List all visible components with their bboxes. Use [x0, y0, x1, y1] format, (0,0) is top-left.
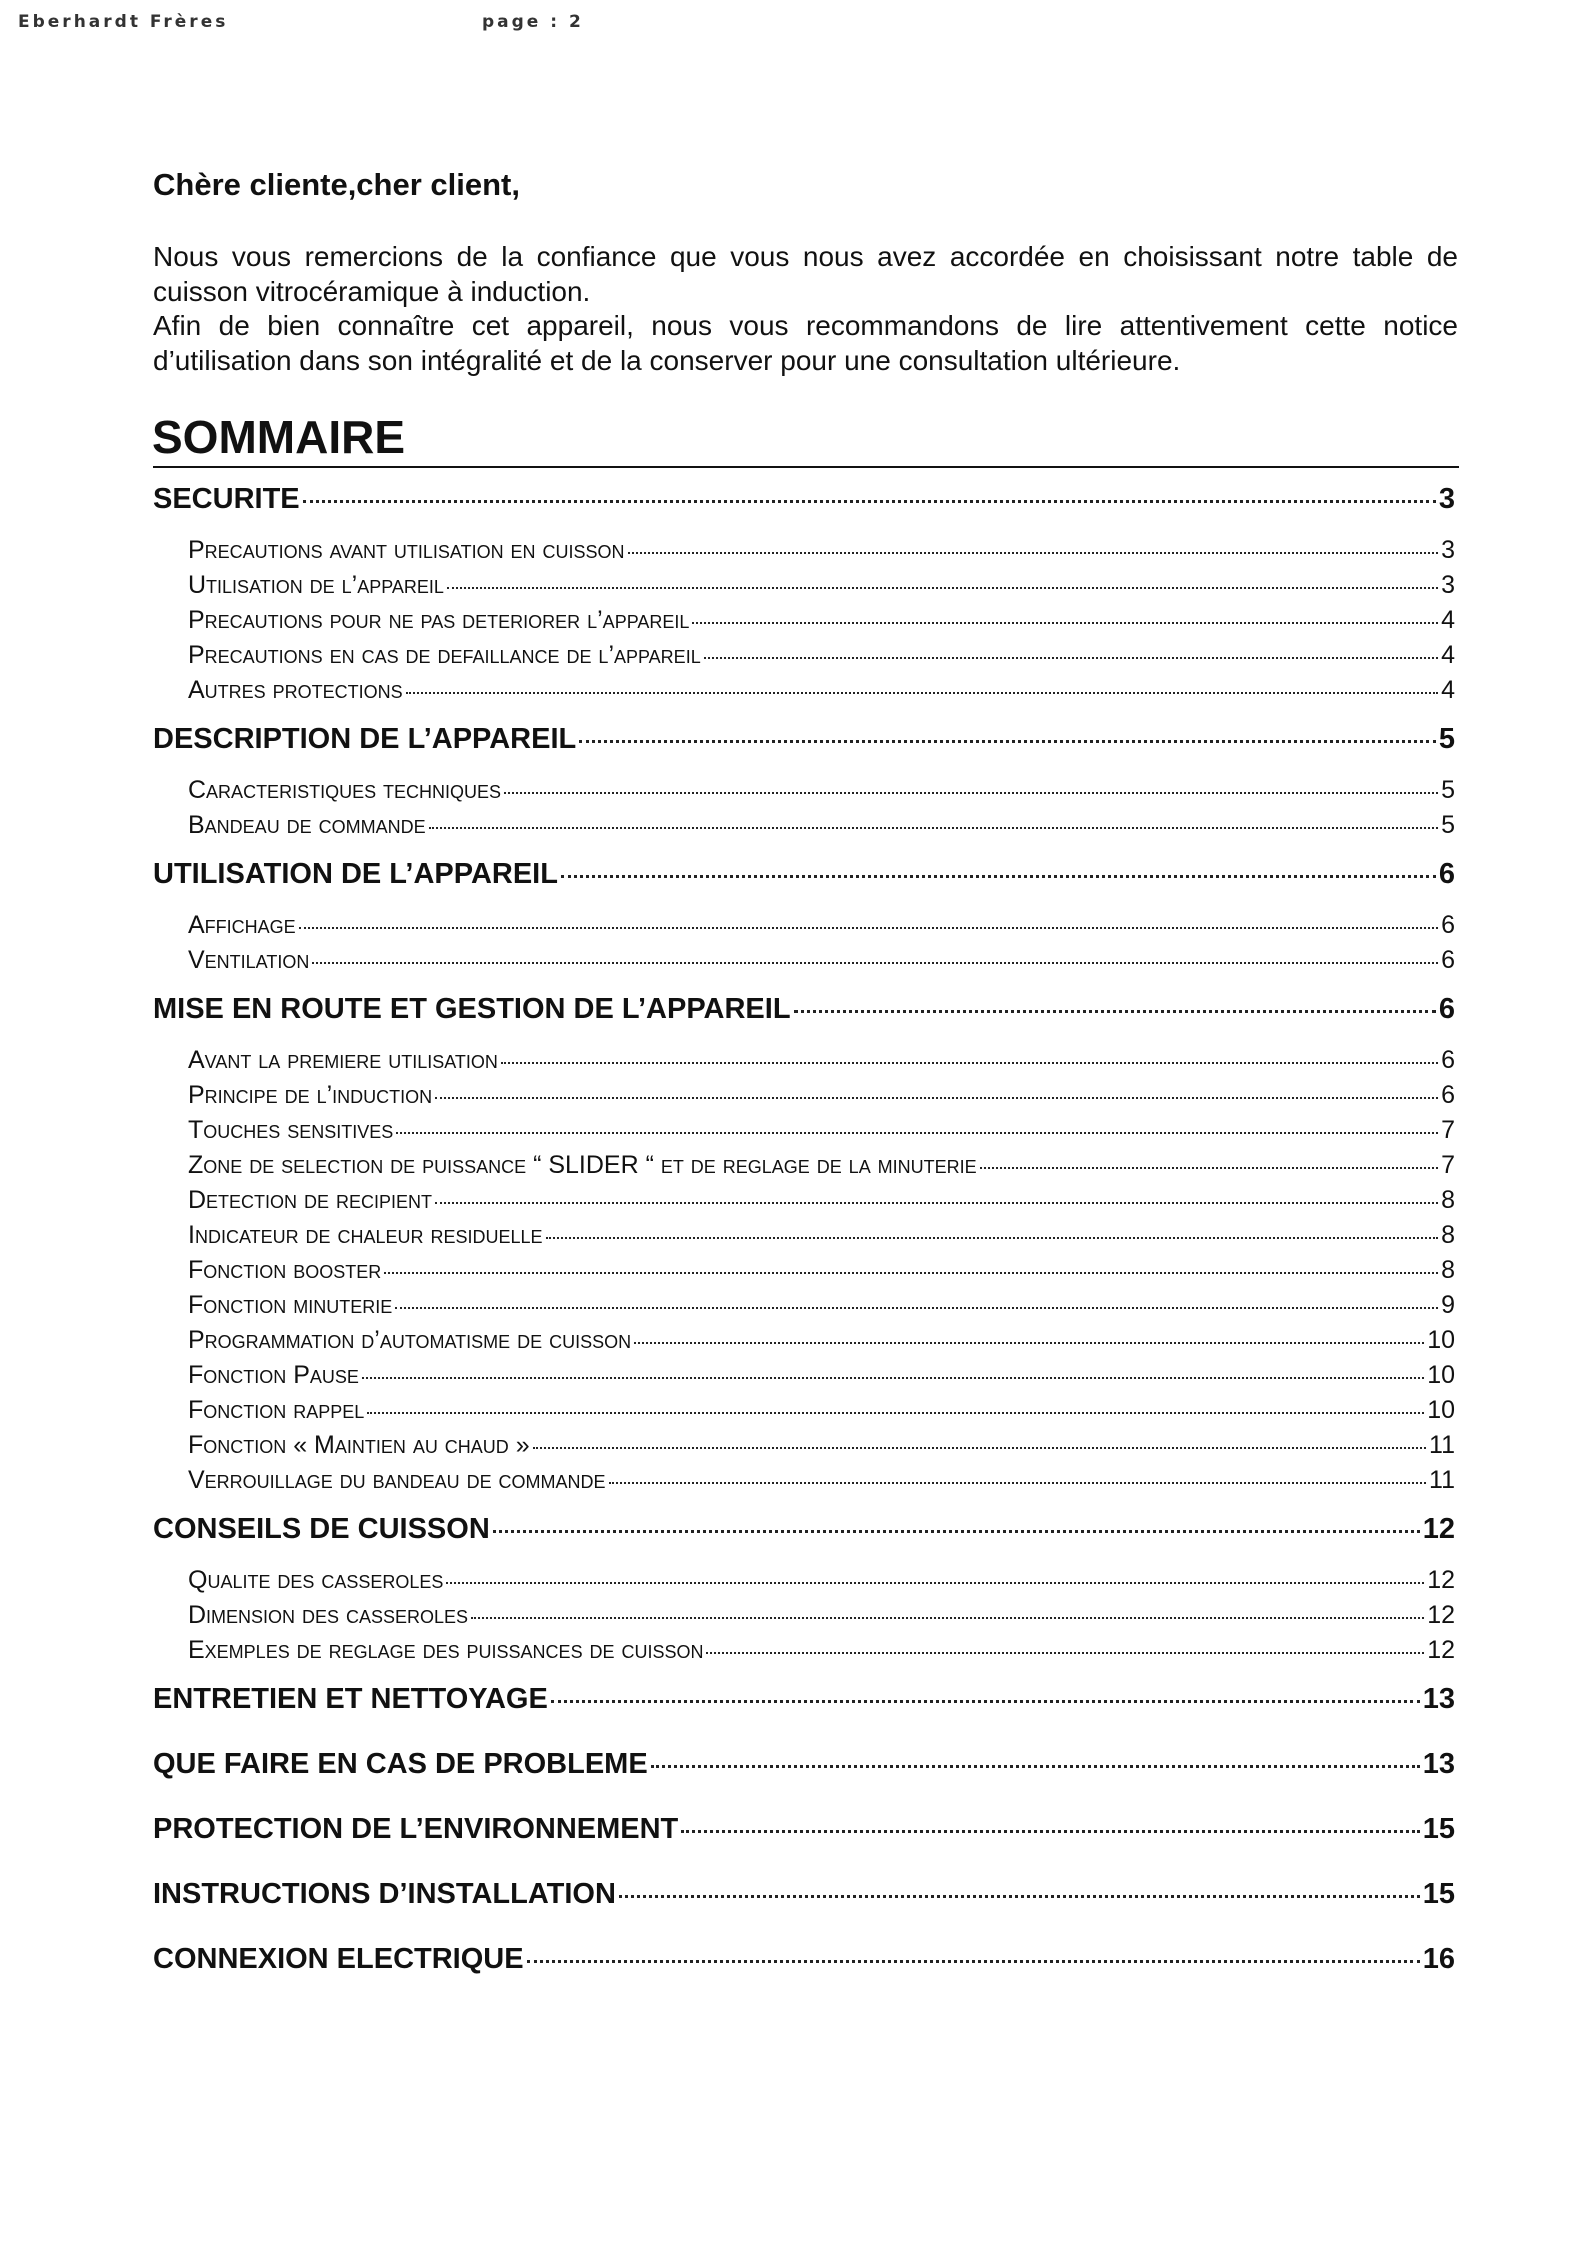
toc-entry [188, 1256, 1455, 1285]
toc-dot-leader [406, 692, 1438, 694]
toc-entry-label: ENTRETIEN ET NETTOYAGE [153, 1683, 548, 1715]
toc-entry [188, 1601, 1455, 1630]
toc-entry-label: Touches sensitives [188, 1116, 394, 1144]
toc-dot-leader [579, 740, 1436, 743]
toc-entry [188, 536, 1455, 565]
toc-entry-label: Fonction booster [188, 1256, 382, 1284]
toc-entry-label: Fonction Pause [188, 1361, 359, 1389]
toc-entry-label: Precautions avant utilisation en cuisson [188, 536, 625, 564]
toc-entry-page: 11 [1429, 1466, 1455, 1494]
intro-paragraph-1: Nous vous remercions de la confiance que vous nous avez accordée en choisissant notre table de cuisson vitrocéramique à induction. [153, 241, 1458, 307]
toc-dot-leader [384, 1272, 1438, 1274]
toc-dot-leader [501, 1062, 1438, 1064]
toc-entry-label: Precautions en cas de defaillance de l’appareil [188, 641, 701, 669]
toc-entry [188, 1636, 1455, 1665]
toc-dot-leader [628, 552, 1439, 554]
toc-entry-page: 13 [1422, 1748, 1455, 1780]
toc-entry [188, 1396, 1455, 1425]
toc-entry-label: QUE FAIRE EN CAS DE PROBLEME [153, 1748, 648, 1780]
toc-entry-label: Verrouillage du bandeau de commande [188, 1466, 606, 1494]
toc-entry [188, 571, 1455, 600]
toc-entry [188, 1221, 1455, 1250]
toc-entry-page: 12 [1422, 1513, 1455, 1545]
toc-entry [153, 483, 1455, 516]
toc-entry [188, 1566, 1455, 1595]
toc-entry-label: Programmation d’automatisme de cuisson [188, 1326, 632, 1354]
toc-entry [153, 1943, 1455, 1976]
toc-dot-leader [367, 1412, 1424, 1414]
toc-entry-label: Fonction minuterie [188, 1291, 393, 1319]
toc-entry-label: Autres protections [188, 676, 403, 704]
toc-entry [188, 946, 1455, 975]
toc-dot-leader [619, 1895, 1420, 1898]
toc-dot-leader [435, 1202, 1438, 1204]
toc-entry-page: 7 [1441, 1151, 1455, 1179]
toc-entry [188, 1046, 1455, 1075]
toc-dot-leader [651, 1765, 1420, 1768]
toc-entry-page: 8 [1441, 1186, 1455, 1214]
toc-dot-leader [704, 657, 1438, 659]
toc-entry [153, 1513, 1455, 1546]
toc-entry-label: Qualite des casseroles [188, 1566, 444, 1594]
toc-dot-leader [634, 1342, 1424, 1344]
toc-entry-page: 16 [1422, 1943, 1455, 1975]
greeting: Chère cliente,cher client, [153, 167, 520, 202]
toc-dot-leader [312, 962, 1438, 964]
toc-dot-leader [561, 875, 1436, 878]
toc-entry-label: Zone de selection de puissance “ SLIDER “ et de reglage de la minuterie [188, 1151, 977, 1179]
toc-entry-label: PROTECTION DE L’ENVIRONNEMENT [153, 1813, 679, 1845]
toc-entry-page: 5 [1441, 811, 1455, 839]
sommaire-title: SOMMAIRE [152, 411, 405, 463]
toc-entry-page: 8 [1441, 1221, 1455, 1249]
toc-dot-leader [794, 1010, 1436, 1013]
toc-entry [188, 1081, 1455, 1110]
toc-entry [188, 911, 1455, 940]
toc-entry [188, 1326, 1455, 1355]
toc-entry-page: 12 [1427, 1601, 1455, 1629]
toc-entry-page: 6 [1441, 1046, 1455, 1074]
toc-entry-page: 12 [1427, 1636, 1455, 1664]
toc-dot-leader [447, 587, 1438, 589]
toc-dot-leader [706, 1652, 1424, 1654]
toc-entry-label: Exemples de reglage des puissances de cuisson [188, 1636, 704, 1664]
toc-entry [153, 1683, 1455, 1716]
toc-entry-label: Indicateur de chaleur residuelle [188, 1221, 543, 1249]
toc-entry [153, 1878, 1455, 1911]
toc-dot-leader [362, 1377, 1424, 1379]
toc-entry-page: 4 [1441, 676, 1455, 704]
intro-text [153, 240, 1458, 378]
toc-entry-page: 5 [1438, 723, 1455, 755]
toc-entry-page: 10 [1427, 1326, 1455, 1354]
toc-dot-leader [429, 827, 1439, 829]
toc-entry-label: Detection de recipient [188, 1186, 432, 1214]
toc-entry-label: MISE EN ROUTE ET GESTION DE L’APPAREIL [153, 993, 791, 1025]
toc-dot-leader [396, 1132, 1438, 1134]
toc-entry-page: 4 [1441, 606, 1455, 634]
toc-entry [188, 1466, 1455, 1495]
toc-entry [153, 993, 1455, 1026]
toc-entry-page: 6 [1438, 858, 1455, 890]
toc-dot-leader [533, 1447, 1426, 1449]
toc-entry [188, 641, 1455, 670]
toc-entry-label: Fonction rappel [188, 1396, 365, 1424]
toc-entry [188, 606, 1455, 635]
toc-entry [188, 676, 1455, 705]
toc-entry-label: DESCRIPTION DE L’APPAREIL [153, 723, 577, 755]
toc-entry [153, 723, 1455, 756]
toc-entry-page: 5 [1441, 776, 1455, 804]
toc-dot-leader [303, 500, 1436, 503]
toc-entry-label: Dimension des casseroles [188, 1601, 469, 1629]
toc-entry-page: 6 [1441, 1081, 1455, 1109]
toc-entry [188, 776, 1455, 805]
toc-dot-leader [493, 1530, 1420, 1533]
toc-entry-page: 6 [1441, 946, 1455, 974]
toc-dot-leader [299, 927, 1438, 929]
toc-dot-leader [546, 1237, 1439, 1239]
toc-entry-page: 6 [1438, 993, 1455, 1025]
toc-dot-leader [446, 1582, 1424, 1584]
toc-entry-label: Ventilation [188, 946, 310, 974]
toc-entry [188, 1186, 1455, 1215]
toc-entry-page: 10 [1427, 1361, 1455, 1389]
toc-entry-page: 3 [1438, 483, 1455, 515]
toc-entry [188, 1116, 1455, 1145]
toc-entry-label: UTILISATION DE L’APPAREIL [153, 858, 558, 890]
toc-entry-label: Caracteristiques techniques [188, 776, 502, 804]
toc-entry-page: 12 [1427, 1566, 1455, 1594]
toc-entry [188, 1291, 1455, 1320]
toc-entry-page: 9 [1441, 1291, 1455, 1319]
toc-entry-label: Fonction « Maintien au chaud » [188, 1431, 530, 1459]
toc-entry-label: Principe de l’induction [188, 1081, 433, 1109]
toc-entry-page: 3 [1441, 571, 1455, 599]
toc-entry [188, 1151, 1455, 1180]
toc-entry-label: CONSEILS DE CUISSON [153, 1513, 490, 1545]
toc-entry-page: 13 [1422, 1683, 1455, 1715]
toc-dot-leader [435, 1097, 1438, 1099]
toc-entry-label: CONNEXION ELECTRIQUE [153, 1943, 524, 1975]
toc-entry-page: 10 [1427, 1396, 1455, 1424]
toc-entry [153, 1813, 1455, 1846]
toc-entry-page: 11 [1429, 1431, 1455, 1459]
header-page-number: page : 2 [482, 12, 584, 32]
toc-dot-leader [980, 1167, 1438, 1169]
toc-dot-leader [681, 1830, 1419, 1833]
toc-entry-page: 4 [1441, 641, 1455, 669]
toc-entry-label: Precautions pour ne pas deteriorer l’appareil [188, 606, 690, 634]
toc-entry-label: Utilisation de l’appareil [188, 571, 444, 599]
header-company: Eberhardt Frères [18, 12, 229, 32]
toc-entry-page: 15 [1422, 1878, 1455, 1910]
toc-entry-page: 3 [1441, 536, 1455, 564]
toc-entry [188, 1431, 1455, 1460]
toc-dot-leader [395, 1307, 1438, 1309]
toc-entry-page: 15 [1422, 1813, 1455, 1845]
toc-entry [188, 811, 1455, 840]
toc-entry-label: INSTRUCTIONS D’INSTALLATION [153, 1878, 616, 1910]
toc-entry [153, 1748, 1455, 1781]
toc-entry-page: 7 [1441, 1116, 1455, 1144]
toc-entry-page: 6 [1441, 911, 1455, 939]
toc-entry-label: Avant la premiere utilisation [188, 1046, 498, 1074]
toc-entry [153, 858, 1455, 891]
toc-dot-leader [692, 622, 1438, 624]
toc-entry-label: Bandeau de commande [188, 811, 426, 839]
toc-dot-leader [471, 1617, 1424, 1619]
intro-paragraph-2: Afin de bien connaître cet appareil, nous vous recommandons de lire attentivement cette notice d’utilisation dans son intégralité et de la conserver pour une consultation ultérieure. [153, 310, 1458, 376]
toc-entry [188, 1361, 1455, 1390]
toc-dot-leader [551, 1700, 1420, 1703]
toc-entry-page: 8 [1441, 1256, 1455, 1284]
toc-entry-label: SECURITE [153, 483, 300, 515]
toc-dot-leader [504, 792, 1438, 794]
toc-entry-label: Affichage [188, 911, 296, 939]
toc-dot-leader [609, 1482, 1427, 1484]
sommaire-divider [153, 466, 1459, 468]
toc-dot-leader [527, 1960, 1420, 1963]
